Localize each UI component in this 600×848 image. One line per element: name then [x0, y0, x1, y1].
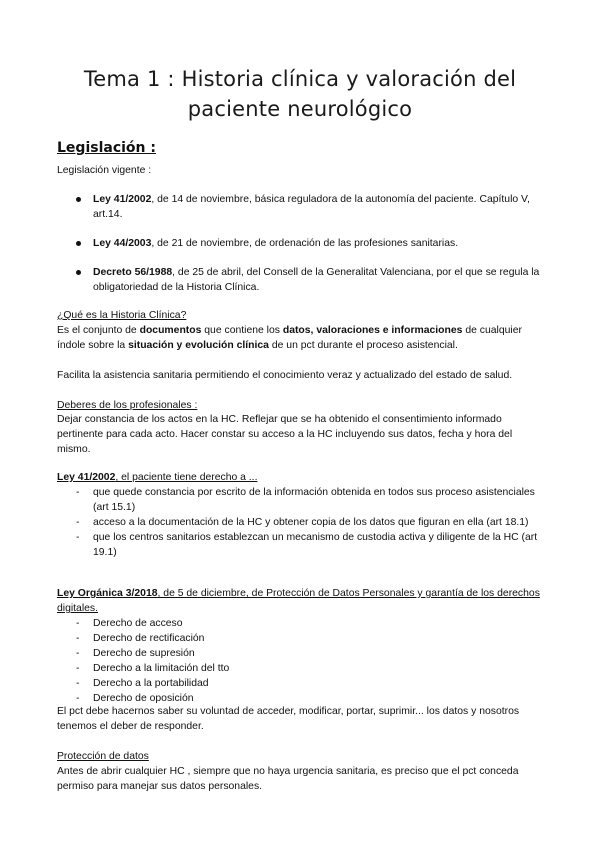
- list-item-text: Derecho de oposición: [93, 693, 194, 704]
- list-item: - Derecho a la limitación del tto: [76, 663, 230, 674]
- list-item: - Derecho de acceso: [76, 618, 183, 629]
- ley41-rights-list: [76, 485, 546, 560]
- section-heading-legislacion: Legislación :: [57, 140, 156, 156]
- law-item: [76, 236, 553, 251]
- list-item: - Derecho a la portabilidad: [76, 678, 209, 689]
- lopd-rest: , de 5 de diciembre, de Protección de Datos Personales y garantía de los derechos digitales.: [57, 588, 540, 614]
- lopd-heading: [57, 586, 547, 616]
- bullet-icon: [76, 197, 81, 202]
- list-item: - Derecho de supresión: [76, 648, 195, 659]
- text-run: Es el conjunto de: [57, 325, 140, 336]
- law-text: , de 21 de noviembre, de ordenación de las profesiones sanitarias.: [151, 238, 459, 249]
- list-item: - Derecho de oposición: [76, 693, 194, 704]
- list-item-text: Derecho de acceso: [93, 618, 183, 629]
- title-line-1: Tema 1 : Historia clínica y valoración del: [83, 67, 517, 91]
- derechos-note: El pct debe hacernos saber su voluntad de acceder, modificar, portar, suprimir... los datos y nosotros tenemos el deber de responder.: [57, 706, 520, 732]
- derechos-list: [76, 616, 546, 706]
- text-run: que contiene los: [201, 325, 283, 336]
- law-name: Ley 44/2003: [93, 238, 152, 249]
- bold-run: datos, valoraciones e informaciones: [282, 325, 463, 336]
- legislacion-intro: Legislación vigente :: [57, 165, 152, 176]
- ley41-heading: [57, 470, 547, 485]
- list-item-text: Derecho a la limitación del tto: [93, 663, 230, 674]
- que-es-hc-paragraph: [57, 323, 547, 353]
- list-item: - que los centros sanitarios establezcan un mecanismo de custodia activa y diligente de la HC (art 19.1): [76, 532, 538, 558]
- deberes-heading: Deberes de los profesionales :: [57, 400, 198, 411]
- que-es-hc-paragraph-2: Facilita la asistencia sanitaria permitiendo el conocimiento veraz y actualizado del estado de salud.: [57, 370, 513, 381]
- law-item: [76, 192, 553, 222]
- que-es-hc-heading: ¿Qué es la Historia Clínica?: [57, 310, 187, 321]
- list-item: - acceso a la documentación de la HC y obtener copia de los datos que figuran en ella (art 18.1): [76, 517, 529, 528]
- list-item-text: Derecho de rectificación: [93, 633, 205, 644]
- ley41-rest: , el paciente tiene derecho a ...: [115, 472, 258, 483]
- proteccion-paragraph: Antes de abrir cualquier HC , siempre que no haya urgencia sanitaria, es preciso que el pct conceda permiso para manejar sus datos personales.: [57, 766, 519, 792]
- title-line-2: paciente neurológico: [187, 97, 413, 121]
- law-text: , de 14 de noviembre, básica reguladora de la autonomía del paciente. Capítulo V, art.14.: [93, 194, 530, 220]
- text-run: de un pct durante el proceso asistencial.: [268, 340, 458, 351]
- list-item-text: Derecho de supresión: [93, 648, 195, 659]
- ley41-name: Ley 41/2002: [57, 472, 116, 483]
- law-text: , de 25 de abril, del Consell de la Generalitat Valenciana, por el que se regula la obligatoriedad de la Historia Clínica.: [93, 267, 540, 293]
- list-item-text: que quede constancia por escrito de la información obtenida en todos sus proceso asistenciales (art 15.1): [93, 487, 535, 513]
- text-run: de cualquier índole sobre la: [57, 325, 522, 351]
- bold-run: situación y evolución clínica: [128, 340, 269, 351]
- list-item-text: acceso a la documentación de la HC y obtener copia de los datos que figuran en ella (art 18.1): [93, 517, 529, 528]
- law-item: [76, 265, 553, 295]
- lopd-name: Ley Orgánica 3/2018: [57, 588, 158, 599]
- list-item-text: que los centros sanitarios establezcan un mecanismo de custodia activa y diligente de la HC (art 19.1): [93, 532, 538, 558]
- list-item: - Derecho de rectificación: [76, 633, 205, 644]
- page-title: [40, 64, 560, 124]
- bullet-icon: [76, 270, 81, 275]
- list-item: - que quede constancia por escrito de la información obtenida en todos sus proceso asistenciales (art 15.1): [76, 487, 535, 513]
- deberes-paragraph: Dejar constancia de los actos en la HC. Reflejar que se ha obtenido el consentimiento informado pertinente para cada acto. Hacer constar su acceso a la HC incluyendo sus datos, fecha y hora del mismo.: [57, 414, 513, 455]
- proteccion-heading: Protección de datos: [57, 751, 149, 762]
- law-name: Ley 41/2002: [93, 194, 152, 205]
- bullet-icon: [76, 241, 81, 246]
- list-item-text: Derecho a la portabilidad: [93, 678, 209, 689]
- law-name: Decreto 56/1988: [93, 267, 173, 278]
- bold-run: documentos: [139, 325, 202, 336]
